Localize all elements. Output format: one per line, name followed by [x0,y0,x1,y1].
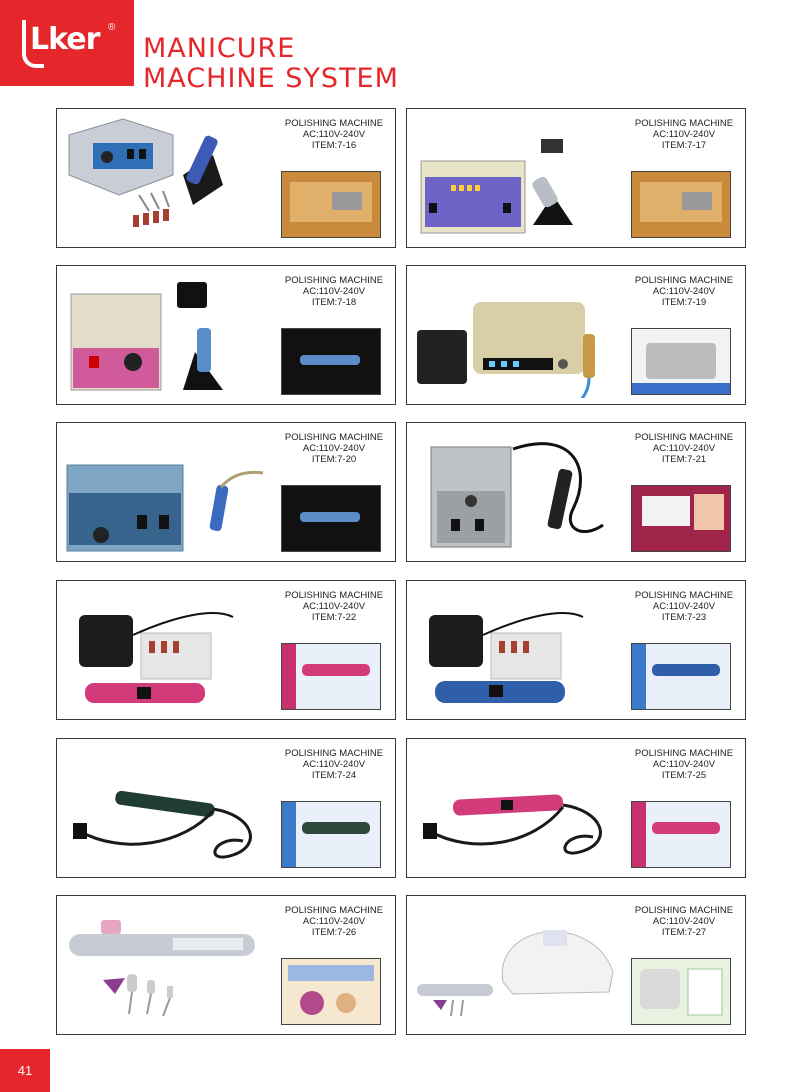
product-box-image [631,328,731,395]
product-photo-7-21 [413,429,627,555]
product-voltage: AC:110V-240V [652,759,716,770]
product-card [406,265,746,405]
product-name: POLISHING MACHINE [284,748,384,759]
product-item: ITEM:7-20 [311,454,357,465]
product-item: ITEM:7-17 [661,140,707,151]
page-number: 41 [0,1049,50,1092]
product-name: POLISHING MACHINE [284,590,384,601]
product-box-image [631,958,731,1025]
product-voltage: AC:110V-240V [302,916,366,927]
product-box-image [281,801,381,868]
product-card [56,265,396,405]
product-info [625,432,743,465]
product-voltage: AC:110V-240V [302,129,366,140]
product-name: POLISHING MACHINE [284,275,384,286]
product-box-image [631,171,731,238]
product-voltage: AC:110V-240V [652,129,716,140]
registered-mark: ® [108,22,116,33]
title-line-2: MACHINE SYSTEM [143,63,399,94]
product-name: POLISHING MACHINE [284,118,384,129]
product-info [625,118,743,151]
product-voltage: AC:110V-240V [302,443,366,454]
product-card [56,580,396,720]
product-photo-7-19 [413,272,627,398]
logo-text: Lker [30,22,100,57]
product-card [406,738,746,878]
product-photo-7-17 [413,115,627,241]
product-photo-7-27 [413,902,627,1028]
product-info [275,748,393,781]
product-box-image [281,485,381,552]
product-item: ITEM:7-24 [311,770,357,781]
product-voltage: AC:110V-240V [652,443,716,454]
product-voltage: AC:110V-240V [302,286,366,297]
product-photo-7-23 [413,587,627,713]
page-title [143,34,399,94]
product-name: POLISHING MACHINE [634,275,734,286]
product-name: POLISHING MACHINE [284,905,384,916]
product-item: ITEM:7-16 [311,140,357,151]
product-item: ITEM:7-21 [661,454,707,465]
product-photo-7-24 [63,745,277,871]
product-info [625,905,743,938]
product-info [625,590,743,623]
product-name: POLISHING MACHINE [634,905,734,916]
product-card [56,108,396,248]
product-info [275,118,393,151]
product-card [406,422,746,562]
product-box-image [631,485,731,552]
product-info [275,905,393,938]
product-box-image [631,801,731,868]
product-info [275,432,393,465]
product-info [625,748,743,781]
product-card [56,738,396,878]
product-card [406,108,746,248]
product-item: ITEM:7-22 [311,612,357,623]
product-item: ITEM:7-27 [661,927,707,938]
product-info [625,275,743,308]
product-voltage: AC:110V-240V [302,759,366,770]
product-photo-7-20 [63,429,277,555]
product-voltage: AC:110V-240V [302,601,366,612]
product-item: ITEM:7-23 [661,612,707,623]
product-name: POLISHING MACHINE [634,118,734,129]
product-box-image [281,643,381,710]
product-card [56,422,396,562]
brand-logo [0,0,134,86]
product-name: POLISHING MACHINE [634,590,734,601]
product-photo-7-26 [63,902,277,1028]
product-item: ITEM:7-26 [311,927,357,938]
product-name: POLISHING MACHINE [634,432,734,443]
product-info [275,590,393,623]
product-box-image [631,643,731,710]
product-photo-7-22 [63,587,277,713]
product-photo-7-18 [63,272,277,398]
product-item: ITEM:7-25 [661,770,707,781]
product-card [56,895,396,1035]
product-voltage: AC:110V-240V [652,601,716,612]
title-line-1: MANICURE [143,33,296,64]
product-name: POLISHING MACHINE [284,432,384,443]
product-item: ITEM:7-19 [661,297,707,308]
product-box-image [281,958,381,1025]
product-card [406,580,746,720]
product-voltage: AC:110V-240V [652,286,716,297]
product-card [406,895,746,1035]
product-photo-7-25 [413,745,627,871]
product-box-image [281,171,381,238]
product-info [275,275,393,308]
product-box-image [281,328,381,395]
product-voltage: AC:110V-240V [652,916,716,927]
product-photo-7-16 [63,115,277,241]
product-name: POLISHING MACHINE [634,748,734,759]
product-item: ITEM:7-18 [311,297,357,308]
